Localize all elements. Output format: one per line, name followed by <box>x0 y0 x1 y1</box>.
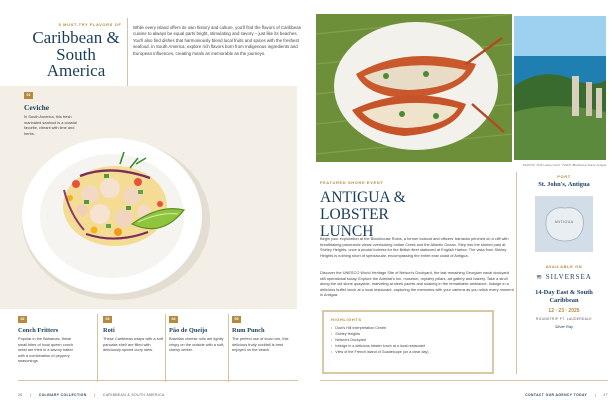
highlights-list <box>331 325 485 355</box>
contact-link[interactable]: CONTACT OUR AGENCY TODAY <box>525 393 588 397</box>
list-item: • Dow's Hill Interpretation Centre <box>331 325 485 331</box>
event-kicker: FEATURED SHORE EVENT <box>320 180 384 185</box>
card-body: These Caribbean wraps with a soft pancake shell are filled with deliciously spiced curry stew. <box>103 336 163 353</box>
antigua-map-icon <box>535 196 593 252</box>
card-number: 03 <box>103 316 112 323</box>
list-item: • View of the French island of Guadeloupe (on a clear day) <box>331 349 485 355</box>
list-item: • Shirley Heights <box>331 331 485 337</box>
section-kicker: 5 MUST-TRY FLAVORS OF <box>58 22 122 27</box>
page-number: 26 <box>18 393 23 397</box>
card-title: Rum Punch <box>232 327 265 334</box>
map-label: ANTIGUA <box>554 220 574 224</box>
card-roti <box>103 316 163 353</box>
card-title: Roti <box>103 327 115 334</box>
voyage-route: ROUNDTRIP FT. LAUDERDALE <box>536 317 592 322</box>
feature-number: 01 <box>24 92 33 99</box>
ruin-pillar <box>596 88 602 118</box>
event-body-1: Begin your exploration at the Blockhouse Ruins, a former lookout and officers' barracks perched on a cliff with breathtaking panoramic views overlooking Indian Creek and the Atlantic Ocean. Step into the storied past at Shirley Heights: once a pivotal fortress for the British fleet stationed at English Harbor. The vista from Shirley Heights is nothing short of spectacular, encompassing the entire east coast of Antigua. <box>320 236 509 258</box>
voyage-title: 14-Day East & South Caribbean <box>535 289 593 304</box>
card-body: The perfect use of local rum, this delicious fruity cocktail is best enjoyed on the beach. <box>232 336 289 353</box>
right-footer: CONTACT OUR AGENCY TODAY | 27 <box>320 380 608 400</box>
ceviche-photo <box>20 134 210 302</box>
intro-text: While every island offers its own history and culture, you'll find the flavors of Caribbean cuisine to always be equal parts bright, stimulating and savory – just like its beaches. You'll also find dishes that harmoniously blend local fruits and spices with the freshest seafood. In South America, explore rich flavors born from Indigenous ingredients and European influences, creating meals as memorable as the journeys. <box>133 25 302 56</box>
card-divider <box>228 314 229 382</box>
small-cards-row <box>0 314 297 384</box>
card-divider <box>97 314 98 382</box>
brand-logo <box>520 273 608 281</box>
left-footer: 26 | CULINARY COLLECTION | CARIBBEAN & SOUTH AMERICA <box>18 380 298 400</box>
right-page <box>308 0 616 400</box>
title-divider <box>127 18 128 86</box>
card-divider <box>165 314 166 382</box>
antigua-coast-photo <box>514 16 606 160</box>
card-body: Popular in the Bahamas, these small bites of local queen conch meat are fried in a savory batter with a combination of peppery seasonings. <box>18 336 74 364</box>
footer-section: CULINARY COLLECTION <box>38 393 87 397</box>
photo-credit: PHOTOS: 107F Lobster lunch: ©VENT /Blockhouse Ruins: Antigua <box>522 163 606 167</box>
feature-title: Ceviche <box>24 103 50 112</box>
card-title: Pão de Queijo <box>169 327 208 334</box>
event-title: ANTIGUA & LOBSTER LUNCH <box>320 189 406 240</box>
sidebar <box>520 174 608 329</box>
page-title: Caribbean & South America <box>32 28 120 80</box>
brand-mark-icon: ≋ <box>536 273 544 281</box>
ruin-pillar <box>586 82 592 116</box>
map-panel <box>535 196 593 252</box>
card-pao-de-queijo <box>169 316 225 353</box>
port-label: PORT <box>557 174 571 179</box>
voyage-dates: 12 · 23 · 2025 <box>548 308 580 315</box>
card-title: Conch Fritters <box>18 327 59 334</box>
event-body-2: Discover the UNESCO World Heritage Site of Nelson's Dockyard, the last remaining Georgian naval dockyard still operational today. Explore the Admiral's Inn, museum, mystery pillars, art gallery and bakery. Take a stroll along the old stone quayside, marveling at sleek yachts and soaking in the remarkable ambiance. Indulge in a delicious buffet lunch at a local restaurant, capturing the memories with your camera as you relish every moment in Antigua. <box>320 270 514 297</box>
card-number: 02 <box>18 316 27 323</box>
feature-body: In South America, this fresh marinated seafood is a coastal favorite, vibrant with lime and herbs. <box>24 114 77 136</box>
port-name: St. John's, Antigua <box>538 181 590 188</box>
card-conch-fritters <box>18 316 78 364</box>
ruin-pillar <box>572 76 579 116</box>
ship-name: Silver Ray <box>554 324 574 330</box>
footer-region: CARIBBEAN & SOUTH AMERICA <box>102 393 165 397</box>
lobster-photo <box>316 14 512 162</box>
brand-name: SILVERSEA <box>545 273 592 281</box>
available-label: AVAILABLE ON <box>545 264 583 269</box>
page-number: 27 <box>603 393 608 397</box>
list-item: • Indulge in a delicious lobster lunch at a local restaurant <box>331 343 485 349</box>
sidebar-divider <box>516 172 517 374</box>
card-number: 05 <box>232 316 241 323</box>
card-body: Brazilian cheese rolls are lightly crispy on the outside with a soft, chewy center. <box>169 336 225 353</box>
list-item: • Nelson's Dockyard <box>331 337 485 343</box>
highlights-label: HIGHLIGHTS <box>331 317 362 322</box>
card-rum-punch <box>232 316 290 353</box>
highlights-box <box>322 310 494 374</box>
card-number: 04 <box>169 316 178 323</box>
